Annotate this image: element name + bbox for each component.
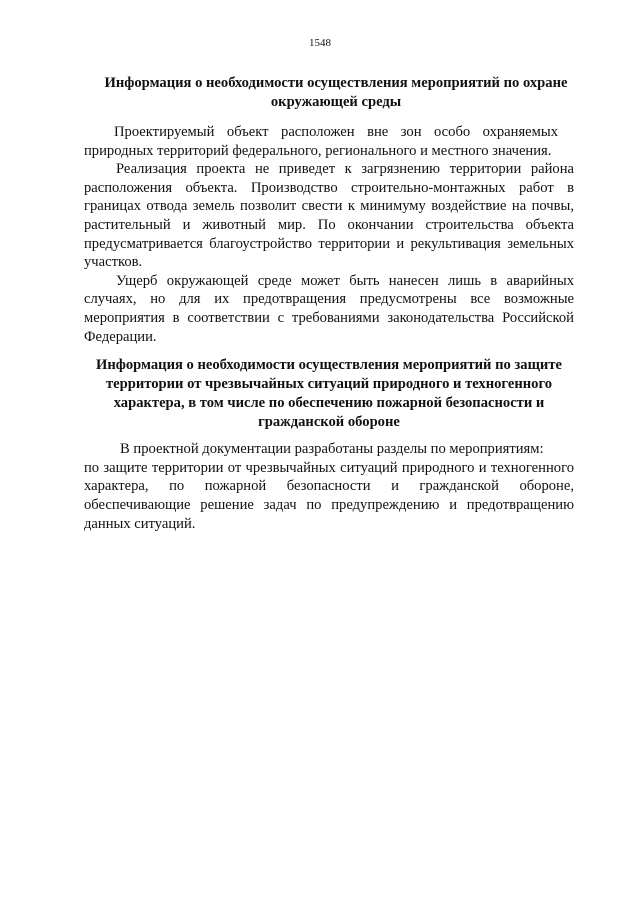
section-2-body [84, 440, 574, 533]
page-number: 1548 [309, 37, 331, 49]
section-1-paragraph-3: Ущерб окружающей среде может быть нанесен лишь в аварийных случаях, но для их предотвращения предусмотрены все возможные мероприятия в соответствии с требованиями законодательства Российской Федерации. [84, 272, 574, 345]
section-1-heading: Информация о необходимости осуществления мероприятий по охране окружающей среды [104, 75, 568, 110]
section-2-lead-paragraph: В проектной документации разработаны разделы по мероприятиям: [120, 441, 544, 458]
section-2-paragraph: по защите территории от чрезвычайных ситуаций природного и техногенного характера, по пожарной безопасности и гражданской обороне, обеспечивающие решение задач по предупреждению и предотвращению данных ситуаций. [84, 459, 574, 532]
section-1-body [84, 123, 574, 346]
section-1-paragraph-1: Проектируемый объект расположен вне зон особо охраняемых природных территорий федерального, регионального и местного значения. [84, 124, 558, 159]
section-2-heading: Информация о необходимости осуществления мероприятий по защите территории от чрезвычайных ситуаций природного и техногенного характера, в том числе по обеспечению пожарной безопасности и гражданской обороне [96, 357, 562, 431]
section-1-paragraph-2: Реализация проекта не приведет к загрязнению территории района расположения объекта. Производство строительно-монтажных работ в границах отвода земель позволит свести к минимуму воздействие на почвы, растительный и животный мир. По окончании строительства объекта предусматривается благоустройство территории и рекультивация земельных участков. [84, 161, 574, 271]
page-content [84, 74, 574, 533]
